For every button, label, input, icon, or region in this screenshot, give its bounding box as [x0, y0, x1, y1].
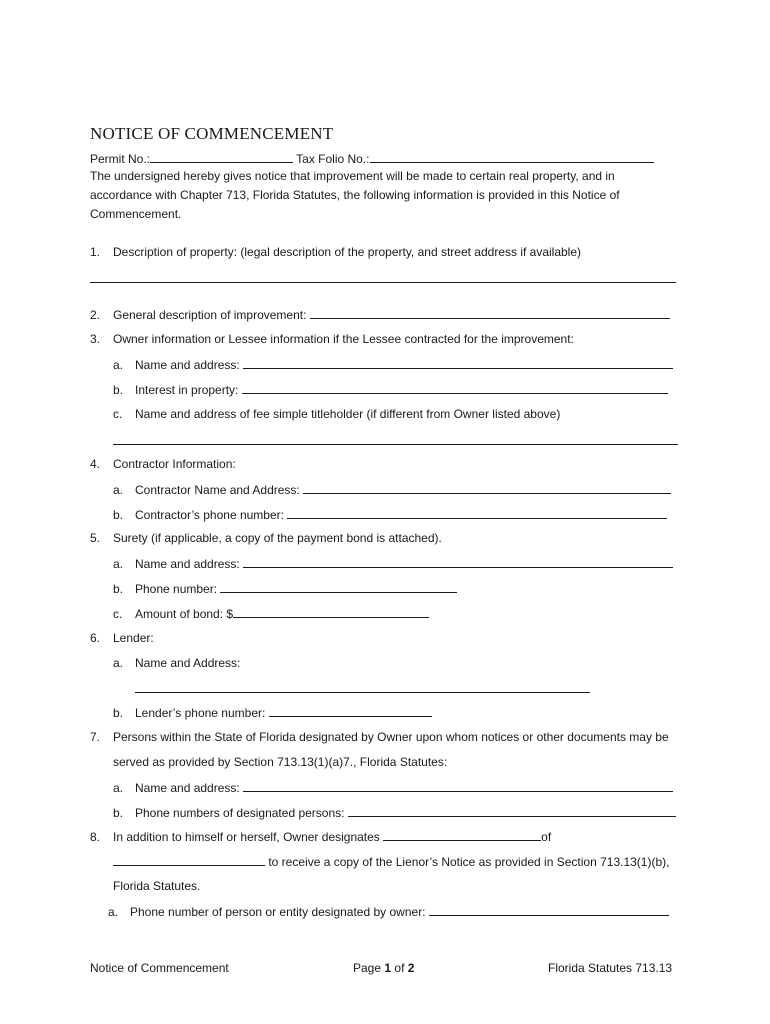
item-text: Owner information or Lessee information if the Lessee contracted for the improvement:	[113, 332, 574, 346]
item-number: 6.	[90, 631, 101, 645]
sub-text: Contractor Name and Address:	[135, 483, 300, 497]
footer-right: Florida Statutes 713.13	[548, 961, 673, 975]
sub-text: Name and address of fee simple titleholder (if different from Owner listed above)	[135, 407, 561, 421]
contractor-name-address-field[interactable]	[303, 481, 671, 494]
sub-text: Name and address:	[135, 781, 240, 795]
item-number: 1.	[90, 245, 101, 259]
item-3b	[113, 381, 668, 398]
contractor-phone-field[interactable]	[287, 506, 667, 519]
surety-phone-field[interactable]	[220, 580, 457, 593]
item-8a	[108, 903, 669, 920]
item-number: 8.	[90, 830, 101, 844]
lender-phone-field[interactable]	[269, 704, 432, 717]
item-8-text-2: to receive a copy of the Lienor’s Notice as provided in Section 713.13(1)(b),	[268, 855, 670, 869]
item-3c	[113, 406, 560, 422]
item-3a	[113, 356, 673, 373]
item-7b	[113, 804, 676, 821]
designee-name-address-field[interactable]	[243, 779, 673, 792]
sub-letter: b.	[113, 582, 124, 596]
sub-text: Phone number of person or entity designated by owner:	[130, 905, 426, 919]
item-5c	[113, 605, 429, 622]
page-of: of	[394, 961, 405, 975]
designated-person-phone-field[interactable]	[429, 903, 669, 916]
page-current: 1	[384, 961, 392, 975]
page-label: Page	[353, 961, 382, 975]
item-3	[90, 331, 574, 347]
sub-letter: a.	[113, 358, 124, 372]
item-1	[90, 244, 581, 260]
bond-amount-field[interactable]	[233, 605, 429, 618]
item-2	[90, 306, 670, 323]
lender-name-address-field[interactable]	[135, 692, 590, 693]
item-number: 4.	[90, 457, 101, 471]
sub-text: Lender’s phone number:	[135, 706, 266, 720]
item-text: Persons within the State of Florida designated by Owner upon whom notices or other documents may be	[113, 730, 669, 744]
footer-left: Notice of Commencement	[90, 961, 229, 975]
item-5b	[113, 580, 457, 597]
item-5	[90, 530, 442, 546]
item-number: 2.	[90, 308, 101, 322]
sub-text: Contractor’s phone number:	[135, 508, 284, 522]
sub-text: Interest in property:	[135, 383, 239, 397]
surety-name-address-field[interactable]	[243, 555, 673, 568]
tax-folio-label: Tax Folio No.:	[296, 152, 370, 166]
item-7a	[113, 779, 673, 796]
sub-letter: b.	[113, 806, 124, 820]
of-text: of	[541, 830, 552, 844]
page-title: NOTICE OF COMMENCEMENT	[90, 124, 334, 143]
item-text: General description of improvement:	[113, 308, 307, 322]
owner-designee-field[interactable]	[383, 828, 541, 841]
tax-folio-field[interactable]	[370, 150, 654, 163]
permit-field[interactable]	[150, 150, 293, 163]
item-7-continued: served as provided by Section 713.13(1)(a)7., Florida Statutes:	[113, 755, 448, 769]
sub-text: Name and address:	[135, 358, 240, 372]
sub-text: Amount of bond: $	[135, 607, 234, 621]
sub-text: Name and Address:	[135, 656, 241, 670]
owner-name-address-field[interactable]	[243, 356, 673, 369]
item-5a	[113, 555, 673, 572]
sub-letter: c.	[113, 407, 123, 421]
sub-text: Name and address:	[135, 557, 240, 571]
item-7	[90, 729, 669, 745]
sub-letter: a.	[113, 483, 124, 497]
item-8-text-3: Florida Statutes.	[113, 879, 201, 893]
permit-label: Permit No.:	[90, 152, 151, 166]
improvement-description-field[interactable]	[310, 306, 670, 319]
property-description-field[interactable]	[90, 282, 676, 283]
intro-line-1: The undersigned hereby gives notice that improvement will be made to certain real property, and in	[90, 169, 615, 183]
sub-letter: a.	[113, 557, 124, 571]
item-4b	[113, 506, 667, 523]
item-4a	[113, 481, 671, 498]
item-text: In addition to himself or herself, Owner designates	[113, 830, 380, 844]
sub-letter: a.	[113, 656, 124, 670]
interest-in-property-field[interactable]	[242, 381, 668, 394]
item-text: Lender:	[113, 631, 154, 645]
designee-location-field[interactable]	[113, 853, 265, 866]
sub-letter: a.	[108, 905, 119, 919]
item-text: Contractor Information:	[113, 457, 236, 471]
item-6a	[113, 655, 240, 671]
sub-letter: a.	[113, 781, 124, 795]
sub-letter: b.	[113, 383, 124, 397]
sub-letter: b.	[113, 706, 124, 720]
item-number: 5.	[90, 531, 101, 545]
footer-page-number	[353, 961, 414, 975]
item-4	[90, 456, 236, 472]
item-8-continued	[113, 853, 669, 870]
sub-letter: b.	[113, 508, 124, 522]
permit-line	[90, 150, 654, 167]
designee-phone-field[interactable]	[348, 804, 676, 817]
intro-line-2: accordance with Chapter 713, Florida Statutes, the following information is provided in this Notice of	[90, 188, 620, 202]
item-text: Surety (if applicable, a copy of the payment bond is attached).	[113, 531, 442, 545]
intro-line-3: Commencement.	[90, 207, 182, 221]
titleholder-field[interactable]	[113, 444, 678, 445]
item-6	[90, 630, 154, 646]
page-total: 2	[407, 961, 415, 975]
item-text: Description of property: (legal description of the property, and street address if available)	[113, 245, 582, 259]
sub-letter: c.	[113, 607, 123, 621]
item-number: 3.	[90, 332, 101, 346]
item-number: 7.	[90, 730, 101, 744]
item-6b	[113, 704, 432, 721]
sub-text: Phone numbers of designated persons:	[135, 806, 345, 820]
sub-text: Phone number:	[135, 582, 218, 596]
item-8	[90, 828, 551, 845]
